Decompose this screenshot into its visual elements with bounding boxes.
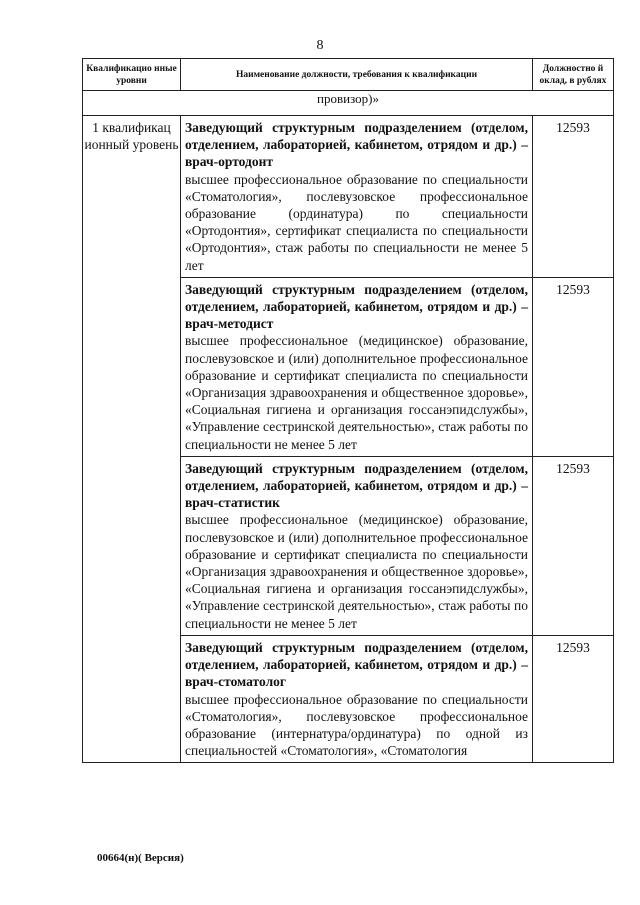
document-footer: 00664(н)( Версия) [97, 852, 184, 864]
position-title: Заведующий структурным подразделением (отделом, отделением, лабораторией, кабинетом, отрядом и др.) – врач-ортодонт [185, 120, 528, 170]
header-salary: Должностно й оклад, в рублях [533, 59, 614, 91]
position-title: Заведующий структурным подразделением (отделом, отделением, лабораторией, кабинетом, отрядом и др.) – врач-методист [185, 281, 528, 332]
position-requirements: высшее профессиональное (медицинское) образование, послевузовское и (или) дополнительное профессиональное образование и сертификат специалиста по специальности «Организация здравоохранения и общественное здоровье», «Социальная гигиена и организация госсанэпидслужбы», «Управление сестринской деятельностью», стаж работы по специальности не менее 5 лет [185, 512, 528, 631]
position-cell [181, 277, 533, 456]
table-row [83, 116, 614, 278]
qualification-table [82, 58, 614, 763]
header-level: Квалификацио нные уровни [83, 59, 181, 91]
salary-cell: 12593 [533, 456, 614, 635]
qualification-level: 1 квалификац ионный уровень [83, 116, 181, 763]
salary-cell: 12593 [533, 116, 614, 278]
salary-cell: 12593 [533, 635, 614, 762]
position-cell [181, 116, 533, 278]
position-title: Заведующий структурным подразделением (отделом, отделением, лабораторией, кабинетом, отрядом и др.) – врач-стоматолог [185, 639, 528, 690]
position-requirements: высшее профессиональное образование по специальности «Стоматология», послевузовское профессиональное образование (ординатура) по специальности «Ортодонтия», сертификат специалиста по специальности «Ортодонтия», стаж работы по специальности не менее 5 лет [185, 171, 528, 273]
continuation-text: провизор)» [83, 91, 614, 116]
table-header-row [83, 59, 614, 91]
page-number: 8 [316, 38, 324, 53]
position-requirements: высшее профессиональное образование по специальности «Стоматология», послевузовское профессиональное образование (интернатура/ординатура) по одной из специальностей «Стоматология», «Стоматология [185, 691, 528, 759]
position-title: Заведующий структурным подразделением (отделом, отделением, лабораторией, кабинетом, отрядом и др.) – врач-статистик [185, 460, 528, 511]
position-requirements: высшее профессиональное (медицинское) образование, послевузовское и (или) дополнительное профессиональное образование и сертификат специалиста по специальности «Организация здравоохранения и общественное здоровье», «Социальная гигиена и организация госсанэпидслужбы», «Управление сестринской деятельностью», стаж работы по специальности не менее 5 лет [185, 333, 528, 452]
position-cell [181, 635, 533, 762]
position-cell [181, 456, 533, 635]
header-position: Наименование должности, требования к квалификации [181, 59, 533, 91]
continuation-row [83, 91, 614, 116]
salary-cell: 12593 [533, 277, 614, 456]
